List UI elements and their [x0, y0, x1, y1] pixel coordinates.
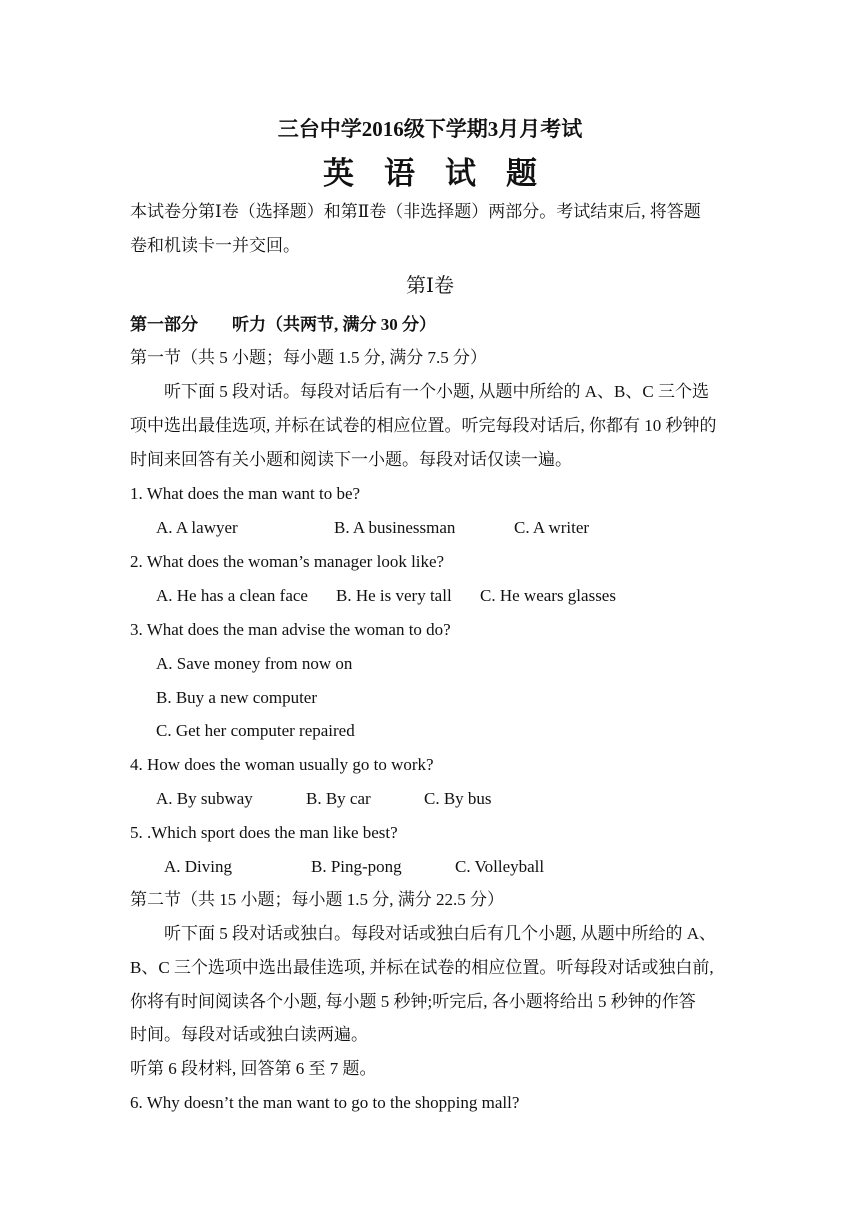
question-4-option-c: C. By bus	[424, 789, 492, 808]
question-2-option-c: C. He wears glasses	[480, 586, 616, 605]
section2-heading: 第二节（共 15 小题；每小题 1.5 分, 满分 22.5 分）	[130, 890, 504, 909]
question-4-stem: 4. How does the woman usually go to work?	[130, 755, 434, 774]
question-6-stem: 6. Why doesn’t the man want to go to the shopping mall?	[130, 1093, 520, 1112]
question-1-option-b: B. A businessman	[334, 518, 456, 537]
question-3-stem: 3. What does the man advise the woman to do?	[130, 620, 451, 639]
section2-instruction-3: 你将有时间阅读各个小题, 每小题 5 秒钟;听完后, 各小题将给出 5 秒钟的作答	[130, 992, 696, 1011]
question-2-option-a: A. He has a clean face	[156, 586, 308, 605]
volume-label: 第Ⅰ卷	[406, 275, 454, 297]
subject-title: 英语试题	[323, 156, 567, 191]
section1-instruction-2: 项中选出最佳选项, 并标在试卷的相应位置。听完每段对话后, 你都有 10 秒钟的	[130, 416, 717, 435]
question-2-option-b: B. He is very tall	[336, 586, 452, 605]
question-5-option-b: B. Ping-pong	[311, 857, 402, 876]
question-4-option-b: B. By car	[306, 789, 371, 808]
question-3-option-c: C. Get her computer repaired	[156, 721, 355, 740]
question-5-stem: 5. .Which sport does the man like best?	[130, 823, 398, 842]
section2-instruction-4: 时间。每段对话或独白读两遍。	[130, 1025, 368, 1044]
question-1-stem: 1. What does the man want to be?	[130, 484, 361, 503]
question-1-option-c: C. A writer	[514, 518, 590, 537]
question-4-option-a: A. By subway	[156, 789, 253, 808]
section2-instruction-1: 听下面 5 段对话或独白。每段对话或独白后有几个小题, 从题中所给的 A、	[164, 924, 717, 943]
question-5-option-c: C. Volleyball	[455, 857, 545, 876]
intro-line-2: 卷和机读卡一并交回。	[130, 236, 300, 255]
exam-title: 三台中学2016级下学期3月月考试	[277, 117, 583, 141]
question-3-option-b: B. Buy a new computer	[156, 688, 317, 707]
section1-heading: 第一节（共 5 小题；每小题 1.5 分, 满分 7.5 分）	[130, 348, 487, 367]
question-2-stem: 2. What does the woman’s manager look like?	[130, 552, 445, 571]
section1-instruction-1: 听下面 5 段对话。每段对话后有一个小题, 从题中所给的 A、B、C 三个选	[164, 382, 709, 401]
question-5-option-a: A. Diving	[164, 857, 232, 876]
material-note: 听第 6 段材料, 回答第 6 至 7 题。	[130, 1059, 377, 1078]
intro-line-1: 本试卷分第Ⅰ卷（选择题）和第Ⅱ卷（非选择题）两部分。考试结束后, 将答题	[130, 202, 701, 221]
question-3-option-a: A. Save money from now on	[156, 654, 353, 673]
section1-instruction-3: 时间来回答有关小题和阅读下一小题。每段对话仅读一遍。	[130, 450, 572, 469]
part1-heading: 第一部分 听力（共两节, 满分 30 分）	[130, 315, 436, 334]
question-1-option-a: A. A lawyer	[156, 518, 238, 537]
section2-instruction-2: B、C 三个选项中选出最佳选项, 并标在试卷的相应位置。听每段对话或独白前,	[130, 958, 714, 977]
